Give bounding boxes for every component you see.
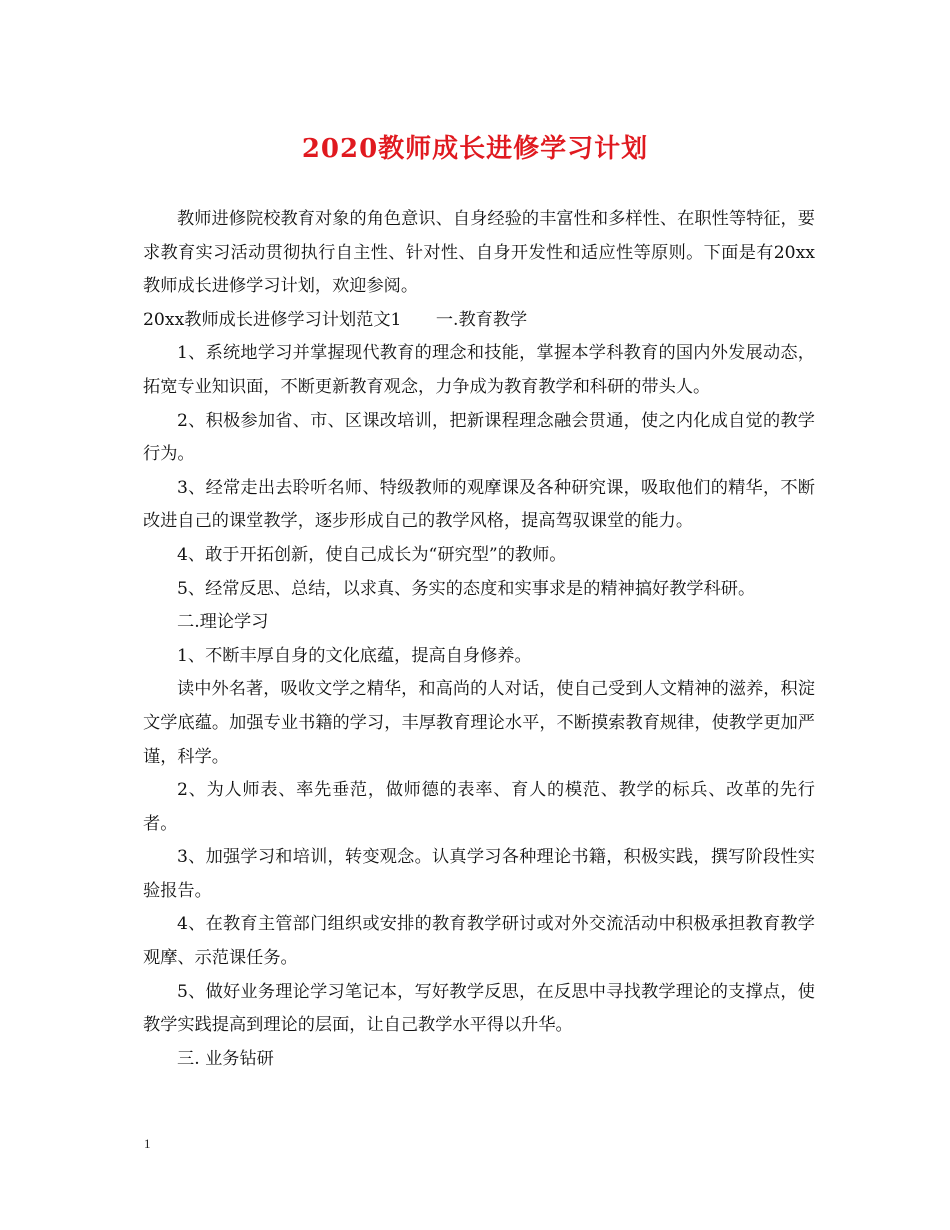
section-heading-line: 20xx教师成长进修学习计划范文1 一.教育教学 [143, 309, 528, 330]
list-item: 4、敢于开拓创新，使自己成长为“研究型”的教师。 [177, 544, 567, 565]
section-heading: 三. 业务钻研 [177, 1048, 274, 1069]
document-title: 2020教师成长进修学习计划 [301, 134, 649, 164]
list-item: 2、积极参加省、市、区课改培训，把新课程理念融会贯通，使之内化成自觉的教学行为。 [143, 410, 815, 465]
list-item: 4、在教育主管部门组织或安排的教育教学研讨或对外交流活动中积极承担教育教学观摩、示范课任务。 [143, 914, 815, 969]
body-paragraph: 读中外名著，吸收文学之精华，和高尚的人对话，使自己受到人文精神的滋养，积淀文学底蕴。加强专业书籍的学习，丰厚教育理论水平，不断摸索教育规律，使教学更加严谨，科学。 [143, 679, 815, 767]
intro-paragraph: 教师进修院校教育对象的角色意识、自身经验的丰富性和多样性、在职性等特征，要求教育实习活动贯彻执行自主性、针对性、自身开发性和适应性等原则。下面是有20xx教师成长进修学习计划，欢迎参阅。 [143, 209, 815, 297]
list-item: 3、经常走出去聆听名师、特级教师的观摩课及各种研究课，吸取他们的精华，不断改进自己的课堂教学，逐步形成自己的教学风格，提高驾驭课堂的能力。 [143, 477, 815, 532]
list-item: 5、经常反思、总结，以求真、务实的态度和实事求是的精神搞好教学科研。 [177, 578, 756, 599]
page-number: 1 [144, 1136, 151, 1151]
list-item: 1、系统地学习并掌握现代教育的理念和技能，掌握本学科教育的国内外发展动态，拓宽专业知识面，不断更新教育观念，力争成为教育教学和科研的带头人。 [143, 343, 815, 397]
list-item: 1、不断丰厚自身的文化底蕴，提高自身修养。 [177, 645, 532, 666]
section-heading: 二.理论学习 [177, 612, 269, 633]
list-item: 3、加强学习和培训，转变观念。认真学习各种理论书籍，积极实践，撰写阶段性实验报告。 [143, 847, 815, 901]
list-item: 5、做好业务理论学习笔记本，写好教学反思，在反思中寻找教学理论的支撑点，使教学实践提高到理论的层面，让自己教学水平得以升华。 [143, 981, 815, 1036]
list-item: 2、为人师表、率先垂范，做师德的表率、育人的模范、教学的标兵、改革的先行者。 [143, 780, 815, 834]
document-body [143, 203, 815, 1076]
